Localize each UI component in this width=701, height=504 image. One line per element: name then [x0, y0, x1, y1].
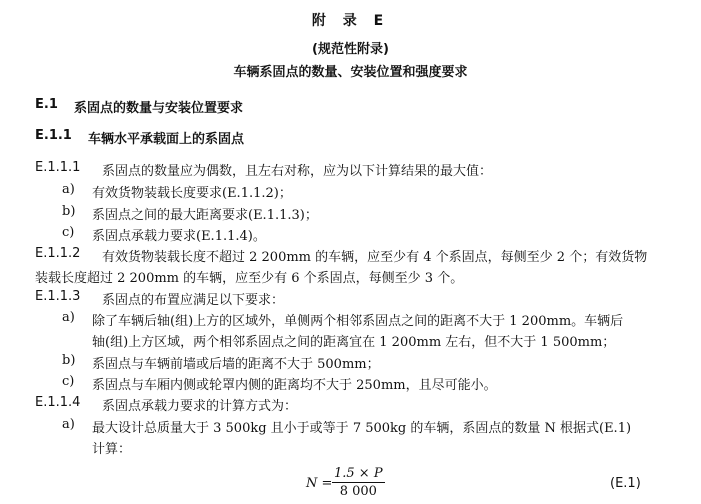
formula-fraction	[332, 466, 385, 499]
list-marker: b)	[62, 353, 76, 368]
formula-lhs: N =	[306, 476, 333, 491]
section-e1-heading: 系固点的数量与安装位置要求	[74, 101, 244, 116]
list-marker: c)	[62, 225, 75, 240]
list-item-line2: 轴(组)上方区域，两个相邻系固点之间的距离宜在 1 200mm 左右，但不大于 1 500mm；	[92, 335, 616, 350]
clause-e111-text: 系固点的数量应为偶数，且左右对称，应为以下计算结果的最大值：	[102, 164, 493, 179]
clause-e113-text: 系固点的布置应满足以下要求：	[102, 293, 285, 308]
formula-numerator: 1.5 × P	[334, 466, 383, 481]
appendix-doc-title: 车辆系固点的数量、安装位置和强度要求	[233, 65, 468, 80]
list-item-line1: 除了车辆后轴(组)上方的区域外，单侧两个相邻系固点之间的距离不大于 1 200mm。车辆后	[92, 314, 624, 329]
list-marker: b)	[62, 204, 76, 219]
list-marker: a)	[62, 182, 75, 197]
appendix-title: 附 录 E	[311, 13, 390, 29]
section-e11-heading: 车辆水平承载面上的系固点	[88, 132, 245, 147]
list-item: 系固点之间的最大距离要求(E.1.1.3)；	[92, 208, 318, 223]
formula-label: (E.1)	[610, 476, 641, 491]
list-item: 系固点与车厢内侧或轮罩内侧的距离均不大于 250mm，且尽可能小。	[92, 378, 497, 393]
list-item: 有效货物装载长度要求(E.1.1.2)；	[92, 186, 292, 201]
clause-e112-number: E.1.1.2	[35, 246, 81, 261]
list-item-line1: 最大设计总质量大于 3 500kg 且小于或等于 7 500kg 的车辆，系固点的数量 N 根据式(E.1)	[92, 421, 632, 436]
formula-denominator: 8 000	[339, 484, 377, 499]
appendix-type: (规范性附录)	[312, 42, 389, 57]
list-marker: a)	[62, 417, 75, 432]
clause-e114-text: 系固点承载力要求的计算方式为：	[102, 399, 298, 414]
list-item: 系固点与车辆前墙或后墙的距离不大于 500mm；	[92, 357, 380, 372]
list-marker: a)	[62, 310, 75, 325]
clause-e112-line2: 装载长度超过 2 200mm 的车辆，应至少有 6 个系固点，每侧至少 3 个。	[35, 271, 464, 286]
section-e1-number: E.1	[35, 97, 58, 112]
list-item-line2: 计算：	[92, 442, 132, 457]
clause-e111-number: E.1.1.1	[35, 160, 81, 175]
clause-e112-line1: 有效货物装载长度不超过 2 200mm 的车辆，应至少有 4 个系固点，每侧至少 2 个；有效货物	[102, 250, 648, 265]
clause-e113-number: E.1.1.3	[35, 289, 81, 304]
list-item: 系固点承载力要求(E.1.1.4)。	[92, 229, 266, 244]
section-e11-number: E.1.1	[35, 128, 72, 143]
list-marker: c)	[62, 374, 75, 389]
clause-e114-number: E.1.1.4	[35, 395, 81, 410]
